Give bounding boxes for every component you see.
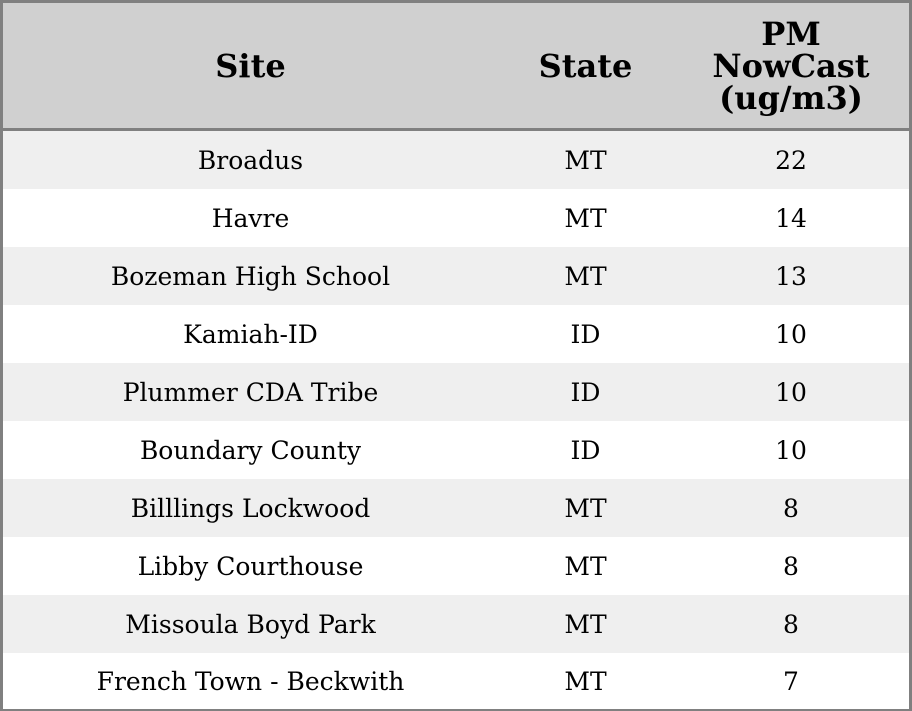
table-row (3, 537, 909, 595)
table-body (3, 130, 909, 710)
cell-site: Missoula Boyd Park (3, 595, 498, 653)
table-row (3, 479, 909, 537)
cell-site: Plummer CDA Tribe (3, 363, 498, 421)
cell-site: Havre (3, 189, 498, 247)
data-table (3, 3, 909, 709)
table-row (3, 189, 909, 247)
table-row (3, 595, 909, 653)
cell-pm-nowcast: 10 (673, 305, 909, 363)
header-site-label: Site (215, 46, 286, 85)
cell-site: Kamiah-ID (3, 305, 498, 363)
cell-pm-nowcast: 10 (673, 363, 909, 421)
cell-state: ID (498, 363, 673, 421)
cell-site: Boundary County (3, 421, 498, 479)
cell-state: MT (498, 537, 673, 595)
column-header-state (498, 3, 673, 130)
cell-state: MT (498, 247, 673, 305)
cell-pm-nowcast: 8 (673, 479, 909, 537)
table-row (3, 421, 909, 479)
cell-site: Broadus (3, 130, 498, 190)
header-row (3, 3, 909, 130)
header-pm-line-1: PM (761, 14, 821, 53)
header-state-label: State (538, 46, 633, 85)
cell-state: MT (498, 189, 673, 247)
table-row (3, 305, 909, 363)
cell-site: Bozeman High School (3, 247, 498, 305)
cell-pm-nowcast: 8 (673, 595, 909, 653)
cell-state: MT (498, 595, 673, 653)
cell-site: French Town - Beckwith (3, 653, 498, 709)
cell-pm-nowcast: 8 (673, 537, 909, 595)
table-row (3, 130, 909, 190)
cell-pm-nowcast: 22 (673, 130, 909, 190)
table-row (3, 363, 909, 421)
cell-state: MT (498, 653, 673, 709)
table-row (3, 247, 909, 305)
table-row (3, 653, 909, 709)
cell-site: Billlings Lockwood (3, 479, 498, 537)
column-header-pm-nowcast (673, 3, 909, 130)
column-header-site (3, 3, 498, 130)
cell-state: MT (498, 479, 673, 537)
cell-pm-nowcast: 14 (673, 189, 909, 247)
cell-pm-nowcast: 13 (673, 247, 909, 305)
header-pm-line-2: NowCast (712, 46, 870, 85)
cell-pm-nowcast: 10 (673, 421, 909, 479)
cell-pm-nowcast: 7 (673, 653, 909, 709)
cell-site: Libby Courthouse (3, 537, 498, 595)
cell-state: ID (498, 305, 673, 363)
cell-state: MT (498, 130, 673, 190)
cell-state: ID (498, 421, 673, 479)
table-header (3, 3, 909, 130)
header-pm-line-3: (ug/m3) (719, 78, 863, 117)
